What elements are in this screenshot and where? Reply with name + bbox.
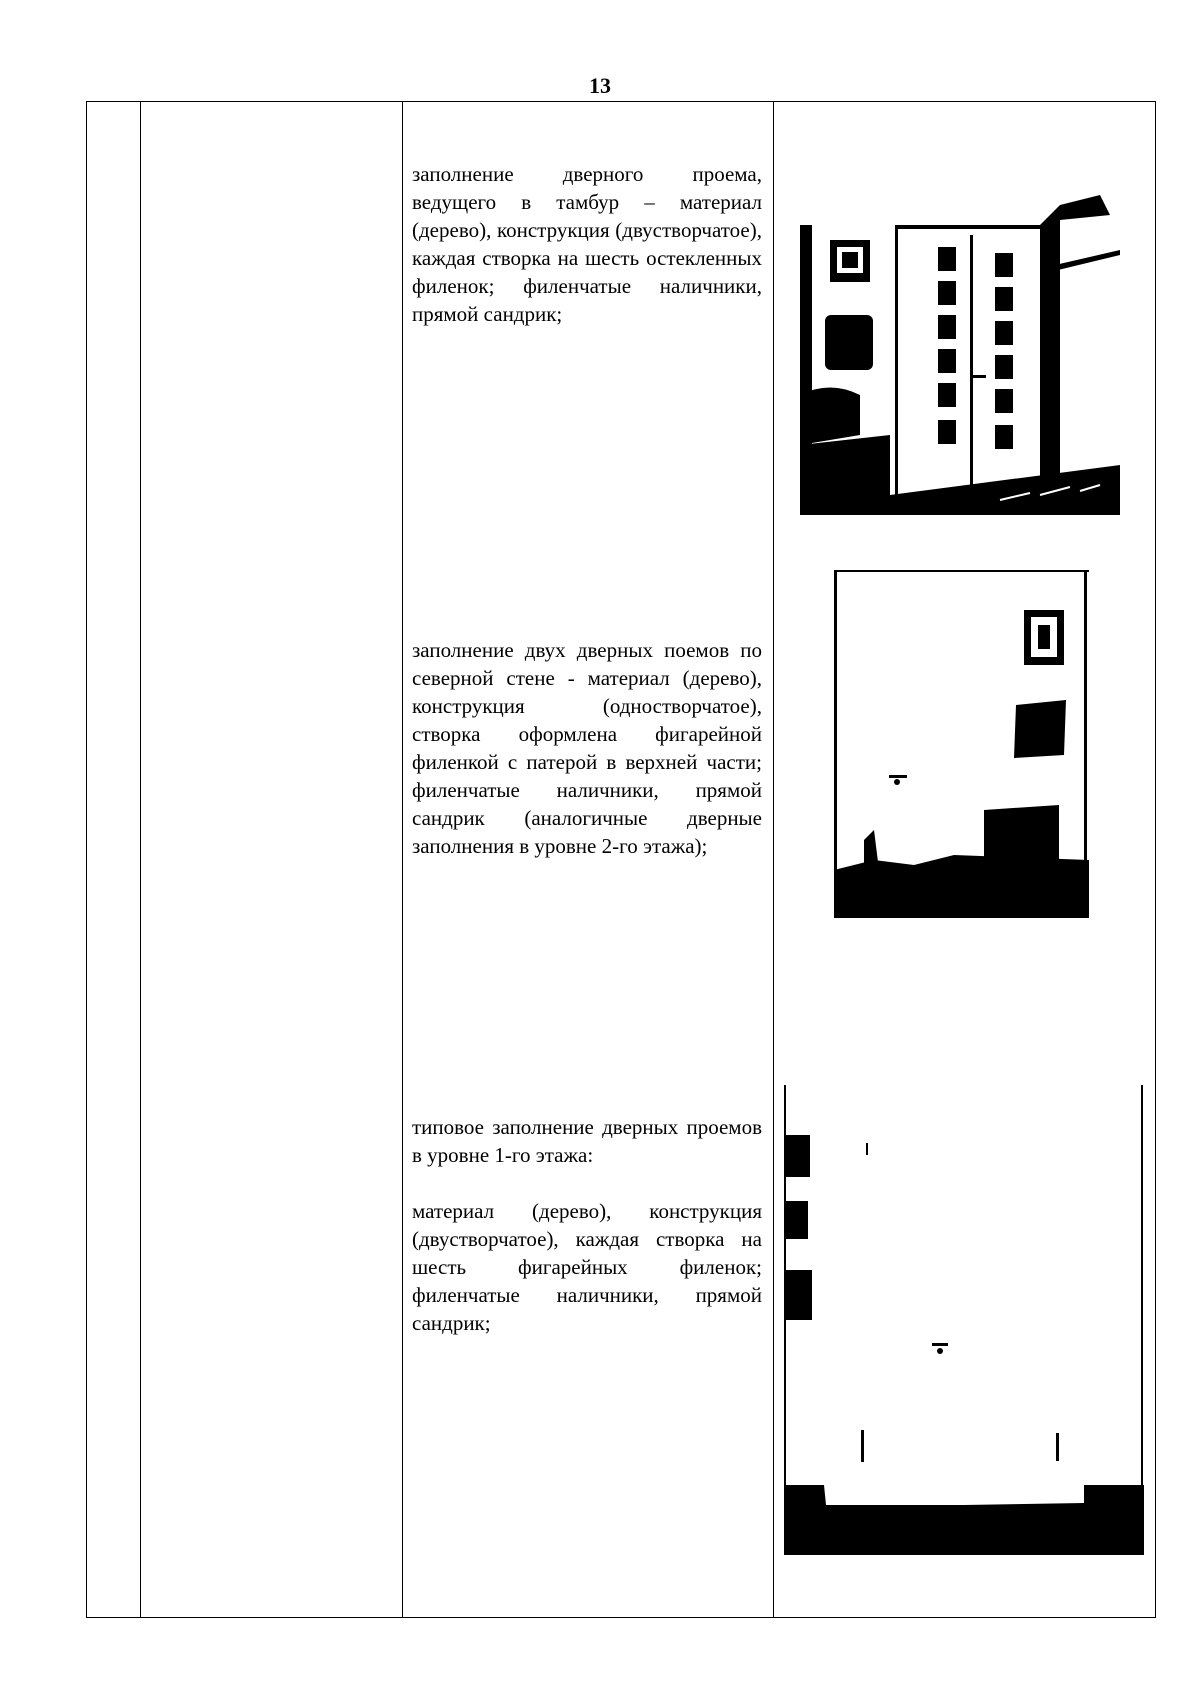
single-door-photo	[834, 570, 1089, 918]
column-divider	[402, 102, 403, 1617]
page-number: 13	[589, 73, 611, 98]
row-1-description	[412, 160, 762, 328]
double-door-panels-photo	[784, 1085, 1144, 1555]
row-2-paragraph: заполнение двух дверных поемов по северной стене - материал (дерево), конструкция (одностворчатое), створка оформлена фигарейной филенкой с патерой в верхней части; филенчатые наличники, прямой сандрик (аналогичные дверные заполнения в уровне 2-го этажа);	[412, 638, 762, 858]
column-divider	[140, 102, 141, 1617]
row-3-description	[412, 1113, 762, 1337]
row-3-paragraph-1: типовое заполнение дверных проемов в уровне 1-го этажа:	[412, 1115, 762, 1167]
double-door-glazed-photo	[800, 195, 1120, 515]
row-2-description	[412, 636, 762, 860]
column-divider	[773, 102, 774, 1617]
row-3-paragraph-2: материал (дерево), конструкция (двустворчатое), каждая створка на шесть фигарейных филенок; филенчатые наличники, прямой сандрик;	[412, 1199, 762, 1335]
row-1-paragraph: заполнение дверного проема, ведущего в тамбур – материал (дерево), конструкция (двустворчатое), каждая створка на шесть остекленных филенок; филенчатые наличники, прямой сандрик;	[412, 162, 762, 326]
